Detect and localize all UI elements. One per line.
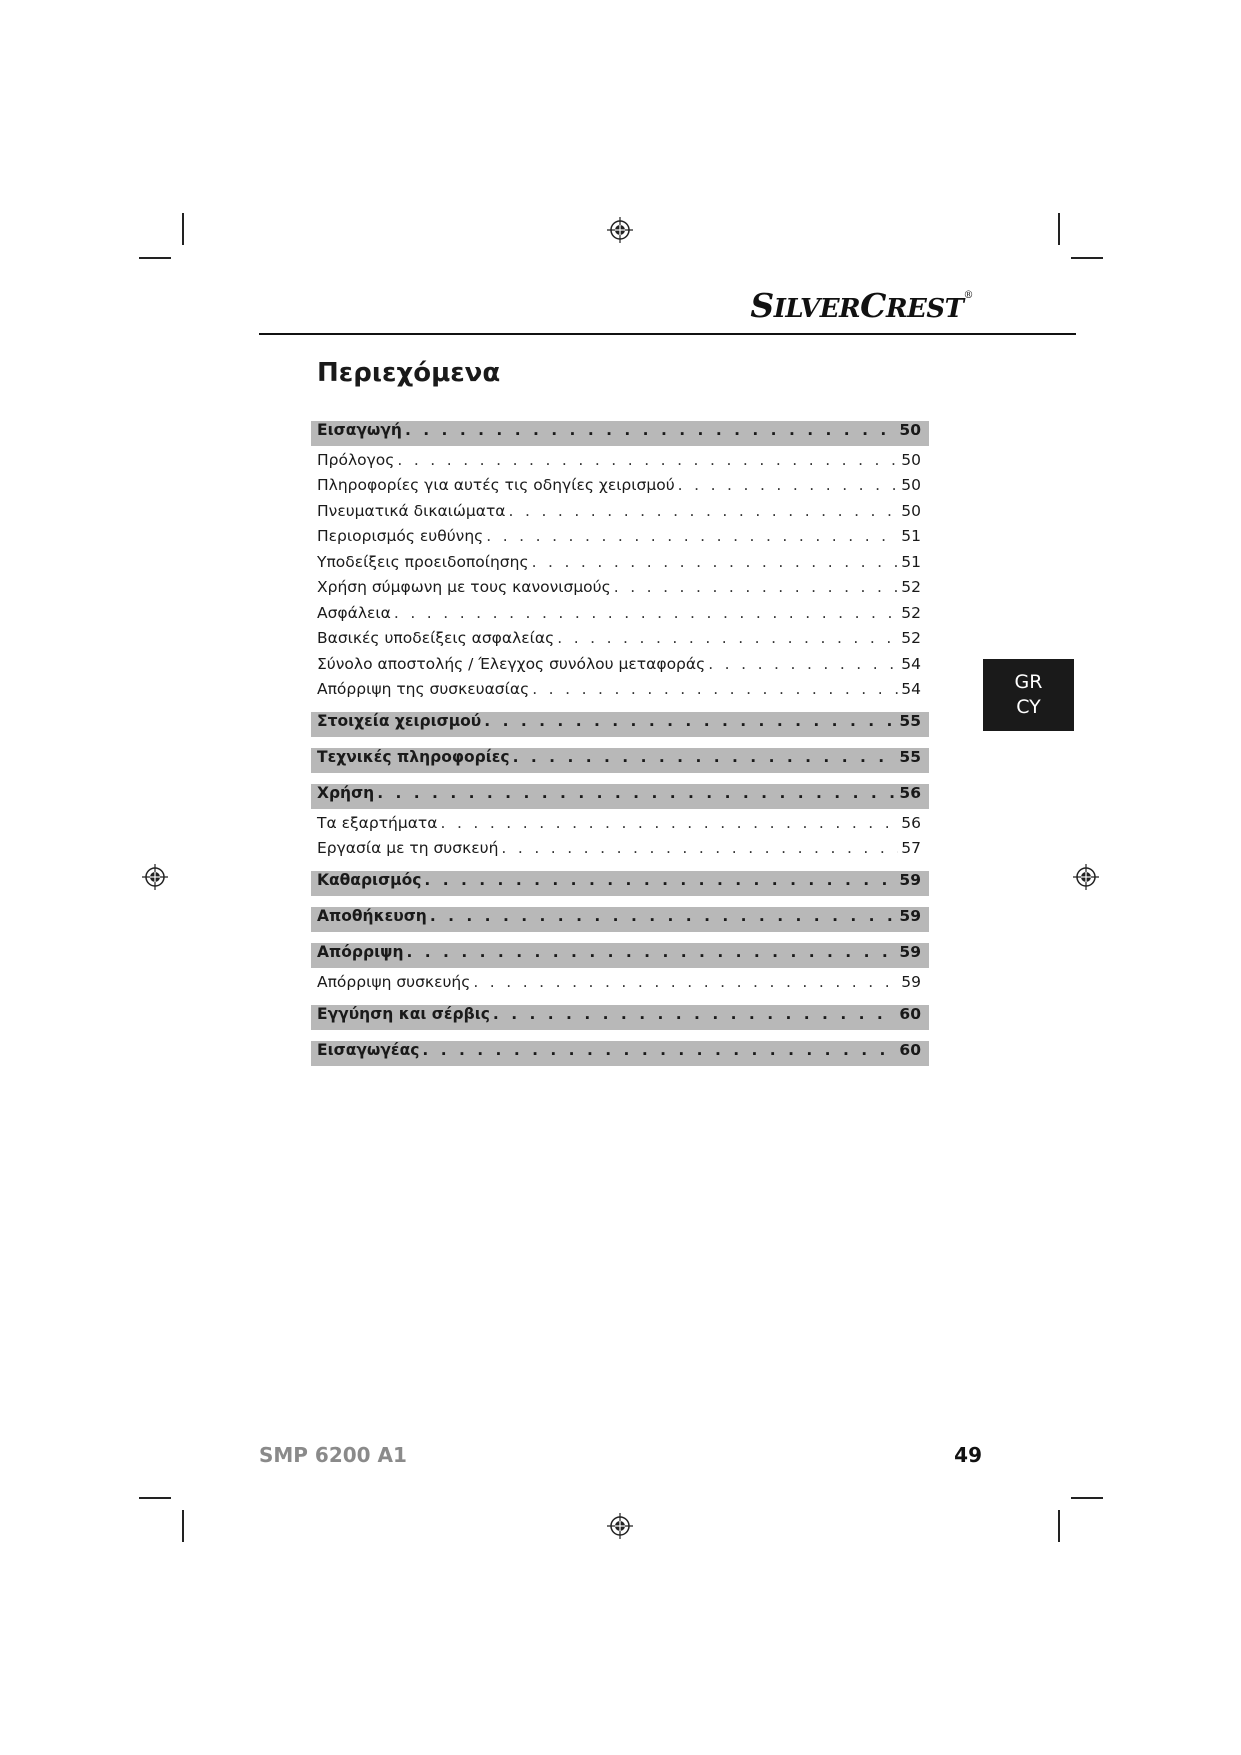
toc-label: Πληροφορίες για αυτές τις οδηγίες χειρισμού [317, 476, 675, 495]
toc-leader [501, 839, 898, 857]
toc-leader [678, 476, 899, 494]
brand-logo: SILVERCREST® [750, 286, 973, 325]
toc-page-number: 56 [901, 813, 921, 832]
toc-label: Καθαρισμός [317, 871, 422, 889]
toc-leader [532, 553, 899, 571]
crop-mark [1071, 257, 1103, 259]
toc-section [311, 1005, 929, 1030]
toc-page-number: 51 [901, 527, 921, 546]
toc-leader [532, 680, 898, 698]
toc-page-number: 54 [901, 680, 921, 699]
crop-mark [1058, 213, 1060, 245]
toc-page-number: 60 [899, 1004, 921, 1023]
toc-page-number: 59 [901, 972, 921, 991]
toc-page-number: 50 [899, 421, 921, 439]
toc-label: Πρόλογος [317, 450, 395, 469]
toc-item [311, 836, 929, 862]
toc-page-number: 59 [899, 871, 921, 889]
toc-label: Υποδείξεις προειδοποίησης [317, 552, 529, 571]
toc-item [311, 969, 929, 995]
toc-item [311, 498, 929, 524]
toc-item [311, 447, 929, 473]
toc-section [311, 784, 929, 809]
toc-section [311, 907, 929, 932]
toc-leader [557, 629, 898, 647]
toc-leader [406, 943, 896, 961]
toc-leader [473, 973, 898, 991]
toc-page-number: 57 [901, 839, 921, 858]
toc-leader [397, 451, 898, 469]
toc-page-number: 50 [901, 476, 921, 495]
toc-label: Τεχνικές πληροφορίες [317, 748, 510, 766]
footer-page-number: 49 [954, 1443, 982, 1467]
toc-label: Ασφάλεια [317, 603, 391, 622]
toc-item [311, 677, 929, 703]
toc-page-number: 50 [901, 501, 921, 520]
toc-leader [486, 527, 898, 545]
toc-leader [708, 655, 898, 673]
toc-page-number: 60 [899, 1040, 921, 1059]
toc-item [311, 626, 929, 652]
toc-page-number: 52 [901, 603, 921, 622]
toc-label: Απόρριψη [317, 943, 404, 961]
registration-mark-icon [1073, 864, 1099, 890]
toc-leader [405, 421, 896, 439]
toc-item [311, 549, 929, 575]
toc-item [311, 473, 929, 499]
language-code: GR [1014, 671, 1043, 693]
crop-mark [1071, 1497, 1103, 1499]
toc-label: Απόρριψη συσκευής [317, 972, 471, 991]
crop-mark [1058, 1510, 1060, 1542]
toc-label: Απόρριψη της συσκευασίας [317, 680, 530, 699]
toc-leader [394, 604, 898, 622]
crop-mark [182, 1510, 184, 1542]
toc-leader [377, 784, 896, 802]
toc-page-number: 56 [899, 784, 921, 802]
toc-label: Εγγύηση και σέρβις [317, 1004, 490, 1023]
toc-page-number: 52 [901, 629, 921, 648]
toc-item [311, 810, 929, 836]
crop-mark [139, 1497, 171, 1499]
toc-section [311, 421, 929, 446]
toc-leader [513, 748, 897, 766]
toc-page-number: 59 [899, 907, 921, 925]
toc-label: Χρήση σύμφωνη με τους κανονισμούς [317, 578, 611, 597]
toc-section [311, 871, 929, 896]
toc-page-number: 54 [901, 654, 921, 673]
footer-model: SMP 6200 A1 [259, 1443, 407, 1467]
language-tab [983, 659, 1074, 731]
toc-page-number: 52 [901, 578, 921, 597]
toc-label: Τα εξαρτήματα [317, 813, 438, 832]
toc-item [311, 600, 929, 626]
toc-label: Βασικές υποδείξεις ασφαλείας [317, 629, 555, 648]
toc-section [311, 1041, 929, 1066]
registration-mark-icon [607, 217, 633, 243]
toc-section [311, 943, 929, 968]
toc-item [311, 524, 929, 550]
toc-page-number: 50 [901, 450, 921, 469]
toc-item [311, 651, 929, 677]
toc-page-number: 55 [899, 748, 921, 766]
toc-section [311, 712, 929, 737]
toc-leader [422, 1041, 896, 1059]
crop-mark [139, 257, 171, 259]
page-title: Περιεχόμενα [317, 358, 501, 388]
toc-label: Περιορισμός ευθύνης [317, 527, 484, 546]
header-rule [259, 333, 1076, 335]
toc-leader [440, 814, 898, 832]
toc-leader [614, 578, 899, 596]
toc-label: Χρήση [317, 784, 375, 802]
registration-mark-icon [142, 864, 168, 890]
toc-leader [509, 502, 899, 520]
toc-page-number: 55 [899, 712, 921, 730]
toc-label: Εισαγωγή [317, 421, 402, 439]
registration-mark-icon [607, 1513, 633, 1539]
toc-label: Πνευματικά δικαιώματα [317, 501, 506, 520]
toc-label: Εισαγωγέας [317, 1040, 420, 1059]
toc-leader [484, 712, 896, 730]
toc-page-number: 51 [901, 552, 921, 571]
toc-section [311, 748, 929, 773]
toc-label: Εργασία με τη συσκευή [317, 839, 499, 858]
toc-item [311, 575, 929, 601]
toc-leader [493, 1005, 897, 1023]
toc-page-number: 59 [899, 943, 921, 961]
toc-label: Στοιχεία χειρισμού [317, 712, 482, 730]
toc-leader [424, 871, 896, 889]
language-code: CY [1016, 696, 1041, 718]
toc-label: Σύνολο αποστολής / Έλεγχος συνόλου μεταφοράς [317, 654, 706, 673]
crop-mark [182, 213, 184, 245]
toc-label: Αποθήκευση [317, 907, 427, 925]
table-of-contents [311, 421, 929, 1066]
toc-leader [430, 907, 897, 925]
